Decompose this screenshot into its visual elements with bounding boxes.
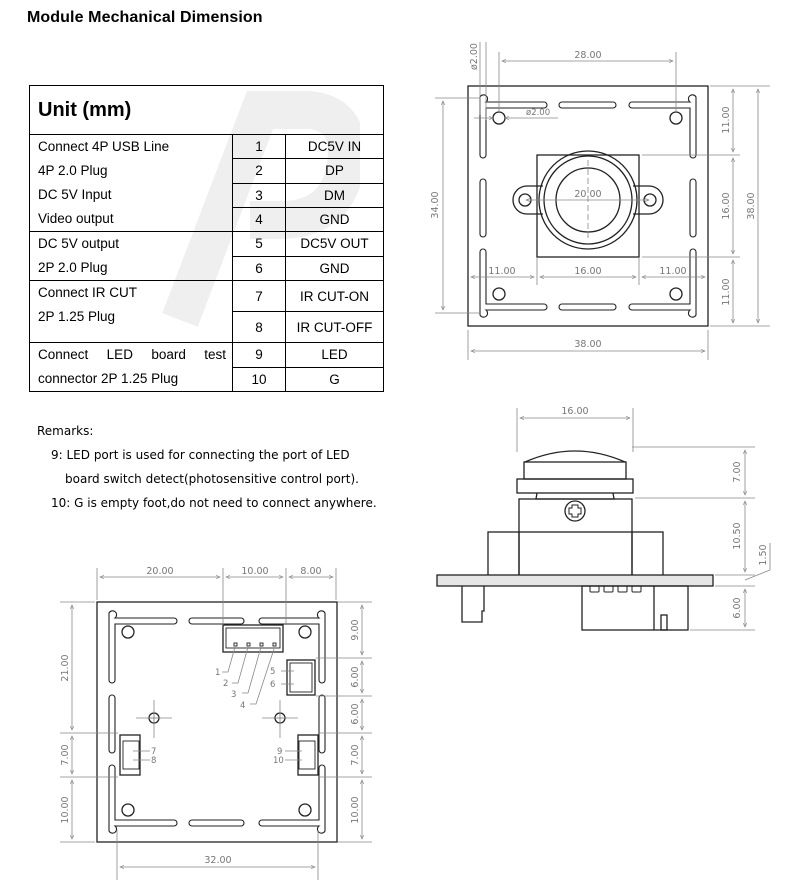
pin-signal: DM [286, 183, 384, 207]
dim-right-11-bottom: 11.00 [721, 278, 732, 306]
dim-lens-height: 7.00 [732, 461, 743, 483]
pin-signal: G [286, 367, 384, 392]
dim-body-height: 10.50 [732, 522, 743, 550]
remarks-heading: Remarks: [37, 424, 94, 438]
pin-label: 3 [231, 690, 237, 700]
dim-right-16: 16.00 [721, 192, 732, 220]
pin-label: 6 [270, 680, 276, 690]
pin-label: 10 [273, 756, 284, 766]
pin-signal: IR CUT-OFF [286, 312, 384, 343]
pin-label: 2 [223, 679, 229, 689]
pin-signal: GND [286, 207, 384, 231]
pin-number: 8 [233, 312, 286, 343]
dim-top-8: 8.00 [300, 566, 322, 577]
pin-signal: DC5V OUT [286, 232, 384, 257]
dim-top-20: 20.00 [146, 566, 174, 577]
dim-bottom-16: 16.00 [574, 266, 602, 277]
dim-34: 34.00 [430, 191, 441, 219]
dim-top-10: 10.00 [241, 566, 269, 577]
dim-bottom-11-right: 11.00 [659, 266, 687, 277]
dim-hole-spacing: 28.00 [574, 50, 602, 61]
pin-number: 10 [233, 367, 286, 392]
dim-pcb-thickness: 1.50 [758, 544, 769, 566]
pin-label: 7 [151, 747, 157, 757]
dim-bottom-11-left: 11.00 [488, 266, 516, 277]
dim-left-10: 10.00 [60, 796, 71, 824]
pin-number: 7 [233, 281, 286, 312]
dim-right-38: 38.00 [746, 192, 757, 220]
dim-right-11-top: 11.00 [721, 106, 732, 134]
pin-number: 3 [233, 183, 286, 207]
dim-lens-width: 16.00 [561, 406, 589, 417]
pin-number: 2 [233, 159, 286, 183]
remark-item: board switch detect(photosensitive control port). [65, 472, 359, 486]
dim-bottom-38: 38.00 [574, 339, 602, 350]
dim-connector-height: 6.00 [732, 597, 743, 619]
pin-number: 9 [233, 343, 286, 368]
pin-group-description: Connect LED board test connector 2P 1.25 Plug [30, 343, 233, 392]
dim-hole-dia-top: ø2.00 [469, 43, 480, 70]
dim-lens-dia: 20.00 [574, 189, 602, 200]
remark-item: 9: LED port is used for connecting the port of LED [51, 448, 350, 462]
pin-signal: DP [286, 159, 384, 183]
pin-signal: LED [286, 343, 384, 368]
pin-group-description: Connect IR CUT 2P 1.25 Plug [30, 281, 233, 343]
pin-signal: DC5V IN [286, 135, 384, 159]
pin-label: 5 [270, 667, 276, 677]
dim-right-7: 7.00 [350, 744, 361, 766]
unit-header: Unit (mm) [30, 86, 384, 135]
pin-number: 1 [233, 135, 286, 159]
dim-bottom-32: 32.00 [204, 855, 232, 866]
dim-right-9: 9.00 [350, 619, 361, 641]
page-title: Module Mechanical Dimension [27, 9, 263, 26]
pin-number: 6 [233, 256, 286, 281]
dim-right-6b: 6.00 [350, 703, 361, 725]
dim-left-21: 21.00 [60, 654, 71, 682]
pin-label: 9 [277, 747, 283, 757]
pin-number: 4 [233, 207, 286, 231]
dim-hole-dia-inner: ø2.00 [526, 108, 551, 118]
pin-group-description: Connect 4P USB Line 4P 2.0 Plug DC 5V Input Video output [30, 135, 233, 232]
pin-label: 4 [240, 701, 246, 711]
pin-signal: GND [286, 256, 384, 281]
dim-right-6a: 6.00 [350, 666, 361, 688]
pin-group-description: DC 5V output 2P 2.0 Plug [30, 232, 233, 281]
dim-right-10: 10.00 [350, 796, 361, 824]
pin-number: 5 [233, 232, 286, 257]
pin-label: 1 [215, 668, 221, 678]
pin-signal: IR CUT-ON [286, 281, 384, 312]
dim-left-7: 7.00 [60, 744, 71, 766]
remark-item: 10: G is empty foot,do not need to connect anywhere. [51, 496, 377, 510]
pin-label: 8 [151, 756, 157, 766]
